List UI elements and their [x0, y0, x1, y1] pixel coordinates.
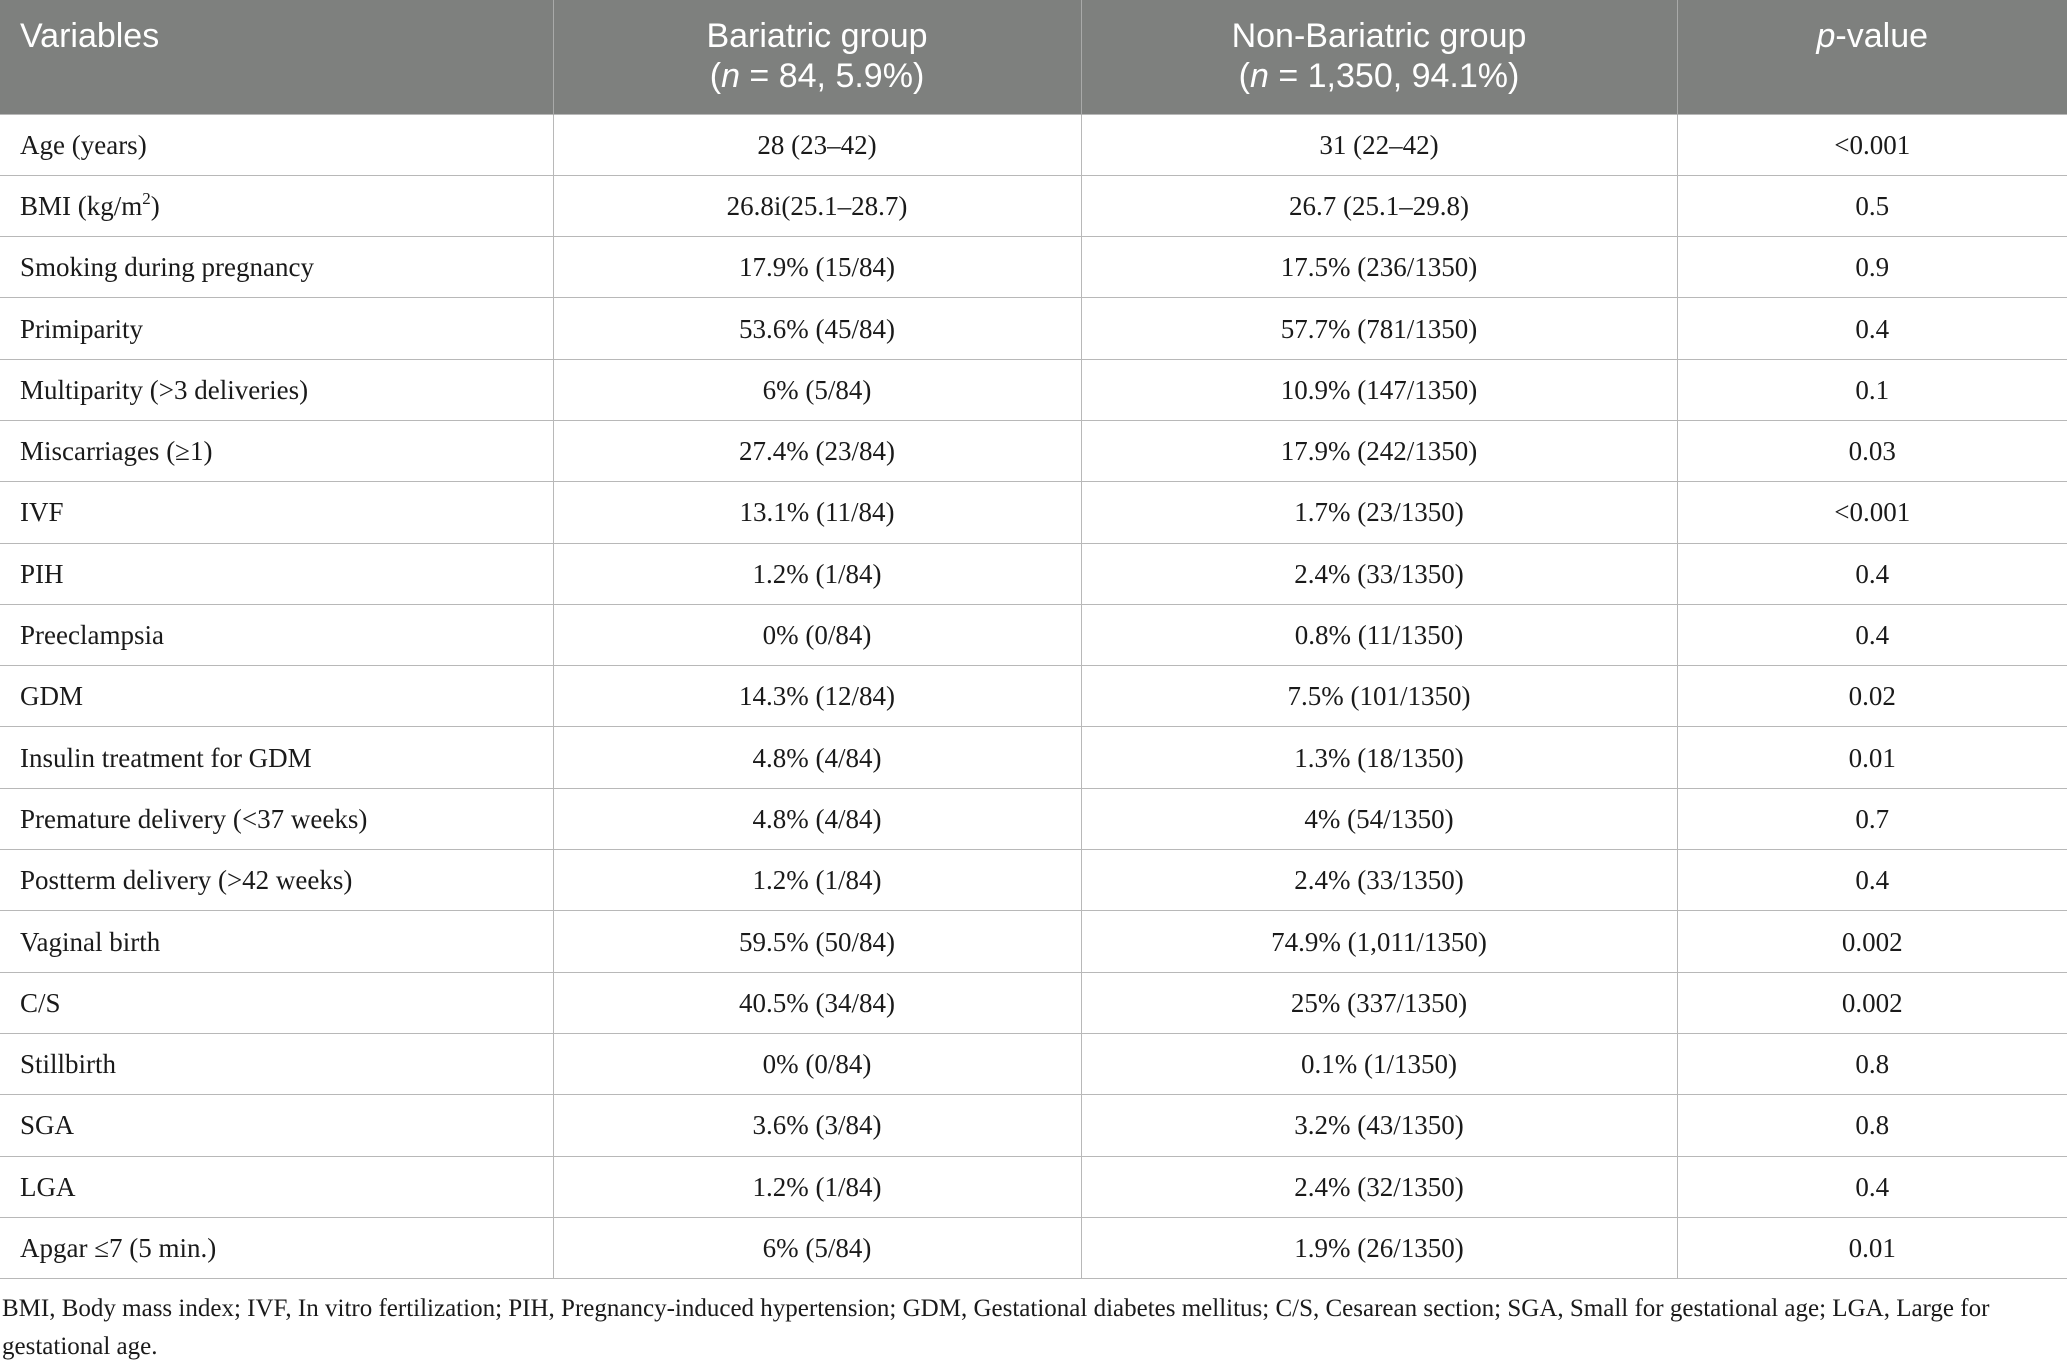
cell-bariatric: 14.3% (12/84) [553, 666, 1081, 727]
cell-bariatric: 28 (23–42) [553, 114, 1081, 175]
cell-bariatric: 6% (5/84) [553, 359, 1081, 420]
cell-p-value: 0.002 [1677, 911, 2067, 972]
cell-variable: IVF [0, 482, 553, 543]
cell-p-value: 0.4 [1677, 604, 2067, 665]
cell-variable: Vaginal birth [0, 911, 553, 972]
cell-bariatric: 1.2% (1/84) [553, 543, 1081, 604]
cell-bariatric: 40.5% (34/84) [553, 972, 1081, 1033]
cell-variable: Miscarriages (≥1) [0, 420, 553, 481]
cell-variable: Primiparity [0, 298, 553, 359]
table-row [0, 175, 2067, 236]
header-bariatric-group [553, 0, 1081, 114]
cell-non-bariatric: 31 (22–42) [1081, 114, 1677, 175]
cell-p-value: 0.9 [1677, 237, 2067, 298]
cell-non-bariatric: 1.3% (18/1350) [1081, 727, 1677, 788]
table-row [0, 1033, 2067, 1094]
cell-non-bariatric: 0.1% (1/1350) [1081, 1033, 1677, 1094]
cell-variable: GDM [0, 666, 553, 727]
cell-non-bariatric: 26.7 (25.1–29.8) [1081, 175, 1677, 236]
cell-non-bariatric: 17.9% (242/1350) [1081, 420, 1677, 481]
cell-bariatric: 59.5% (50/84) [553, 911, 1081, 972]
table-row [0, 543, 2067, 604]
cell-non-bariatric: 1.9% (26/1350) [1081, 1217, 1677, 1278]
cell-non-bariatric: 0.8% (11/1350) [1081, 604, 1677, 665]
header-non-bariatric-n: (n = 1,350, 94.1%) [1238, 57, 1520, 95]
cell-non-bariatric: 10.9% (147/1350) [1081, 359, 1677, 420]
cell-bariatric: 17.9% (15/84) [553, 237, 1081, 298]
header-variables-label: Variables [20, 17, 160, 55]
cell-non-bariatric: 25% (337/1350) [1081, 972, 1677, 1033]
table-row [0, 482, 2067, 543]
header-p-value: p-value [1677, 0, 2067, 114]
table-row [0, 666, 2067, 727]
cell-variable: LGA [0, 1156, 553, 1217]
cell-bariatric: 0% (0/84) [553, 1033, 1081, 1094]
table-row [0, 972, 2067, 1033]
table-body [0, 114, 2067, 1279]
table-row [0, 604, 2067, 665]
cell-variable: Smoking during pregnancy [0, 237, 553, 298]
cell-bariatric: 3.6% (3/84) [553, 1095, 1081, 1156]
header-row [0, 0, 2067, 114]
cell-non-bariatric: 7.5% (101/1350) [1081, 666, 1677, 727]
cell-p-value: 0.03 [1677, 420, 2067, 481]
cell-bariatric: 4.8% (4/84) [553, 788, 1081, 849]
cell-p-value: <0.001 [1677, 482, 2067, 543]
header-bariatric-n: (n = 84, 5.9%) [709, 57, 925, 95]
header-non-bariatric-title: Non-Bariatric group [1231, 17, 1527, 55]
table-row [0, 420, 2067, 481]
cell-variable: Age (years) [0, 114, 553, 175]
cell-p-value: 0.8 [1677, 1033, 2067, 1094]
cell-p-value: 0.4 [1677, 298, 2067, 359]
cell-variable: PIH [0, 543, 553, 604]
cell-non-bariatric: 1.7% (23/1350) [1081, 482, 1677, 543]
cell-bariatric: 1.2% (1/84) [553, 1156, 1081, 1217]
cell-bariatric: 13.1% (11/84) [553, 482, 1081, 543]
cell-variable: Apgar ≤7 (5 min.) [0, 1217, 553, 1278]
table-row [0, 298, 2067, 359]
cell-variable: Stillbirth [0, 1033, 553, 1094]
header-variables [0, 0, 553, 114]
cell-non-bariatric: 2.4% (33/1350) [1081, 543, 1677, 604]
header-bariatric-title: Bariatric group [706, 17, 928, 55]
cell-p-value: 0.5 [1677, 175, 2067, 236]
table-row [0, 727, 2067, 788]
cell-non-bariatric: 2.4% (33/1350) [1081, 850, 1677, 911]
cell-variable: SGA [0, 1095, 553, 1156]
header-non-bariatric-group [1081, 0, 1677, 114]
cell-variable: Postterm delivery (>42 weeks) [0, 850, 553, 911]
cell-variable: Preeclampsia [0, 604, 553, 665]
cell-p-value: 0.8 [1677, 1095, 2067, 1156]
cell-p-value: <0.001 [1677, 114, 2067, 175]
cell-p-value: 0.01 [1677, 1217, 2067, 1278]
cell-bariatric: 27.4% (23/84) [553, 420, 1081, 481]
cell-variable: Multiparity (>3 deliveries) [0, 359, 553, 420]
cell-non-bariatric: 17.5% (236/1350) [1081, 237, 1677, 298]
cell-p-value: 0.7 [1677, 788, 2067, 849]
cell-p-value: 0.002 [1677, 972, 2067, 1033]
table-row [0, 237, 2067, 298]
table-row [0, 911, 2067, 972]
cell-bariatric: 4.8% (4/84) [553, 727, 1081, 788]
table-row [0, 788, 2067, 849]
cell-non-bariatric: 4% (54/1350) [1081, 788, 1677, 849]
table-row [0, 114, 2067, 175]
cell-non-bariatric: 74.9% (1,011/1350) [1081, 911, 1677, 972]
cell-p-value: 0.1 [1677, 359, 2067, 420]
table-row [0, 850, 2067, 911]
cell-p-value: 0.02 [1677, 666, 2067, 727]
table-row [0, 1156, 2067, 1217]
cell-variable: Premature delivery (<37 weeks) [0, 788, 553, 849]
cell-non-bariatric: 3.2% (43/1350) [1081, 1095, 1677, 1156]
table-footnote: BMI, Body mass index; IVF, In vitro fertilization; PIH, Pregnancy-induced hypertension; GDM, Gestational diabetes mellitus; C/S, Cesarean section; SGA, Small for gestational age; LGA, Large for gestational age. [2, 1295, 1990, 1361]
cell-p-value: 0.4 [1677, 1156, 2067, 1217]
cell-variable: Insulin treatment for GDM [0, 727, 553, 788]
table-row [0, 1095, 2067, 1156]
cell-bariatric: 1.2% (1/84) [553, 850, 1081, 911]
cell-p-value: 0.4 [1677, 543, 2067, 604]
cell-non-bariatric: 57.7% (781/1350) [1081, 298, 1677, 359]
cell-bariatric: 0% (0/84) [553, 604, 1081, 665]
cell-p-value: 0.01 [1677, 727, 2067, 788]
cell-p-value: 0.4 [1677, 850, 2067, 911]
cell-variable: C/S [0, 972, 553, 1033]
table-header [0, 0, 2067, 114]
cell-bariatric: 53.6% (45/84) [553, 298, 1081, 359]
cell-variable: BMI $(kg/m^2)$ [0, 175, 553, 236]
table-row [0, 1217, 2067, 1278]
cell-non-bariatric: 2.4% (32/1350) [1081, 1156, 1677, 1217]
cell-bariatric: 6% (5/84) [553, 1217, 1081, 1278]
table-row [0, 359, 2067, 420]
cell-bariatric: 26.8i(25.1–28.7) [553, 175, 1081, 236]
